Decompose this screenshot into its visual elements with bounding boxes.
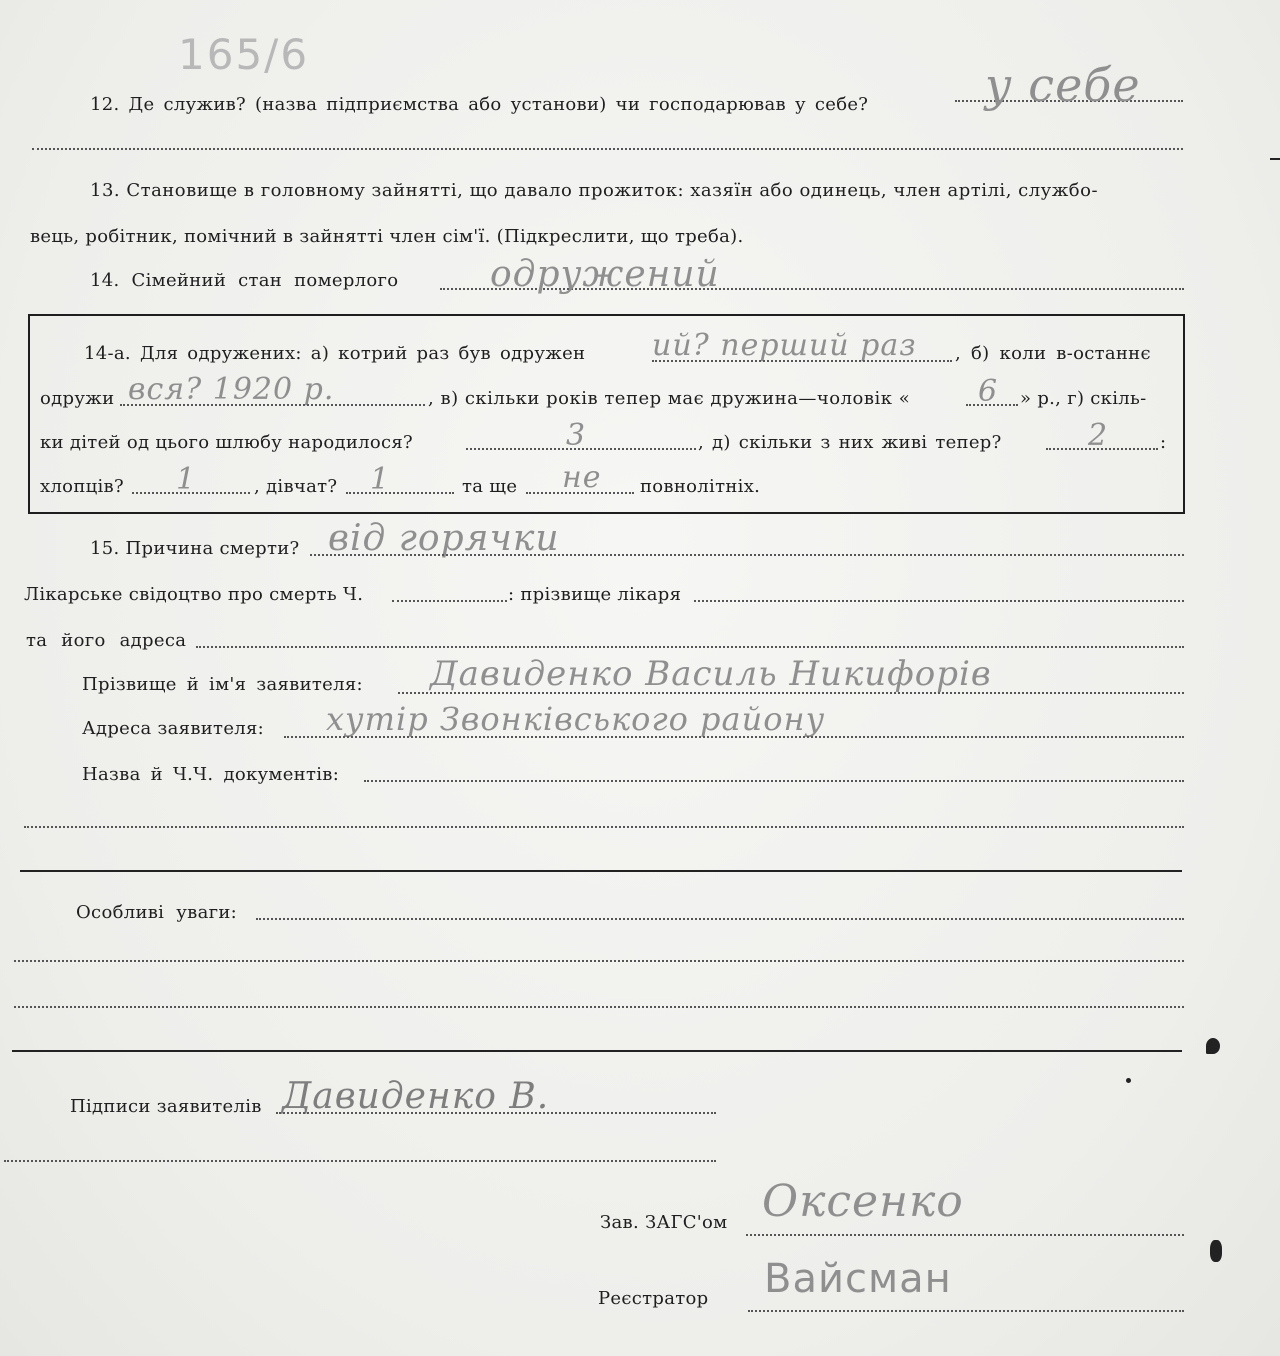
q13-line1: 13. Становище в головному зайнятті, що давало прожиток: хазяїн або одинець, член артілі, службо- bbox=[90, 180, 1099, 201]
doctor-name-line bbox=[694, 600, 1184, 602]
q13-line2: вець, робітник, помічний в зайнятті член сім'ї. (Підкреслити, що треба). bbox=[30, 226, 744, 247]
applicant-address-line bbox=[284, 736, 1184, 738]
q14a-part8: хлопців? bbox=[40, 476, 124, 497]
q14a-part7b: : bbox=[1160, 432, 1167, 453]
doctor-label: : прізвище лікаря bbox=[508, 584, 682, 605]
applicants-signature-line bbox=[276, 1112, 716, 1114]
q14a-answer-a: ий? перший раз bbox=[652, 328, 917, 363]
q14a-answer-h: не bbox=[562, 460, 602, 495]
edge-mark-3 bbox=[1270, 158, 1280, 160]
q15-answer: від горячки bbox=[328, 518, 560, 559]
q14a-answer-a-line bbox=[652, 360, 952, 362]
applicant-name-value: Давиденко Василь Никифорів bbox=[430, 654, 992, 694]
q14a-answer-g: 1 bbox=[370, 462, 391, 497]
q14a-part6: ки дітей од цього шлюбу народилося? bbox=[40, 432, 413, 453]
documents-line bbox=[364, 780, 1184, 782]
applicant-name-label: Прізвище й ім'я заявителя: bbox=[82, 674, 363, 695]
q15-answer-line bbox=[310, 554, 1184, 556]
q14a-answer-c-line bbox=[966, 404, 1018, 406]
edge-mark-2 bbox=[1210, 1240, 1222, 1262]
section-divider-2 bbox=[12, 1050, 1182, 1052]
q12-answer: у себе bbox=[985, 58, 1141, 112]
q14a-part9: , дівчат? bbox=[254, 476, 338, 497]
q12-label: 12. Де служив? (назва підприємства або установи) чи господарював у себе? bbox=[90, 94, 869, 115]
edge-mark-1 bbox=[1206, 1038, 1220, 1054]
q14a-answer-d-line bbox=[466, 448, 696, 450]
q14a-answer-d: 3 bbox=[566, 418, 587, 453]
registrar-signature: Вайсман bbox=[764, 1256, 952, 1302]
applicant-address-value: хутір Звонківського району bbox=[326, 700, 826, 738]
notes-line-2 bbox=[14, 960, 1184, 962]
q14a-answer-e: 2 bbox=[1088, 418, 1109, 453]
q14a-part10: та ще bbox=[462, 476, 518, 497]
notes-line-1 bbox=[256, 918, 1184, 920]
q14a-answer-b: вся? 1920 р. bbox=[128, 372, 335, 407]
registrar-label: Реєстратор bbox=[598, 1288, 709, 1309]
applicant-address-label: Адреса заявителя: bbox=[82, 718, 265, 739]
documents-label: Назва й Ч.Ч. документів: bbox=[82, 764, 340, 785]
zags-head-label: Зав. ЗАГС'ом bbox=[600, 1212, 728, 1233]
section-divider-1 bbox=[20, 870, 1182, 872]
notes-label: Особливі уваги: bbox=[76, 902, 238, 923]
registrar-signature-line bbox=[748, 1310, 1184, 1312]
applicants-signature-label: Підписи заявителів bbox=[70, 1096, 262, 1117]
q14a-answer-h-line bbox=[526, 492, 634, 494]
q14a-part7: , д) скільки з них живі тепер? bbox=[698, 432, 1002, 453]
q14a-answer-e-line bbox=[1046, 448, 1158, 450]
notes-line-3 bbox=[14, 1006, 1184, 1008]
q14a-answer-g-line bbox=[346, 492, 454, 494]
q14-answer: одружений bbox=[490, 254, 720, 295]
dot-mark bbox=[1126, 1078, 1131, 1083]
q14a-part4: , в) скільки років тепер має дружина—чоловік « bbox=[428, 388, 911, 409]
q14a-part11: повнолітніх. bbox=[640, 476, 761, 497]
q14a-part2: , б) коли в-останнє bbox=[955, 343, 1151, 364]
certificate-label: Лікарське свідоцтво про смерть Ч. bbox=[24, 584, 364, 605]
q14-label: 14. Сімейний стан померлого bbox=[90, 270, 399, 291]
q15-label: 15. Причина смерти? bbox=[90, 538, 300, 559]
doctor-address-line bbox=[196, 646, 1184, 648]
certificate-number-line bbox=[392, 600, 507, 602]
q12-continuation-line bbox=[32, 148, 1183, 150]
applicant-name-line bbox=[398, 692, 1184, 694]
q14a-part5: » р., г) скіль- bbox=[1020, 388, 1147, 409]
corner-note: 165/6 bbox=[178, 30, 310, 79]
applicants-signature-value: Давиденко В. bbox=[282, 1076, 550, 1117]
zags-head-signature-line bbox=[746, 1234, 1184, 1236]
q14a-part1: 14-а. Для одружених: а) котрий раз був одружен bbox=[84, 343, 586, 364]
q14a-answer-b-line bbox=[120, 404, 425, 406]
q14a-answer-c: 6 bbox=[978, 374, 999, 409]
documents-line-2 bbox=[24, 826, 1184, 828]
q14a-part3: одружи bbox=[40, 388, 115, 409]
zags-head-signature: Оксенко bbox=[762, 1176, 964, 1227]
q14a-answer-f-line bbox=[132, 492, 250, 494]
applicants-signature-line-2 bbox=[4, 1160, 716, 1162]
q14a-answer-f: 1 bbox=[176, 462, 197, 497]
doctor-address-label: та його адреса bbox=[26, 630, 187, 651]
